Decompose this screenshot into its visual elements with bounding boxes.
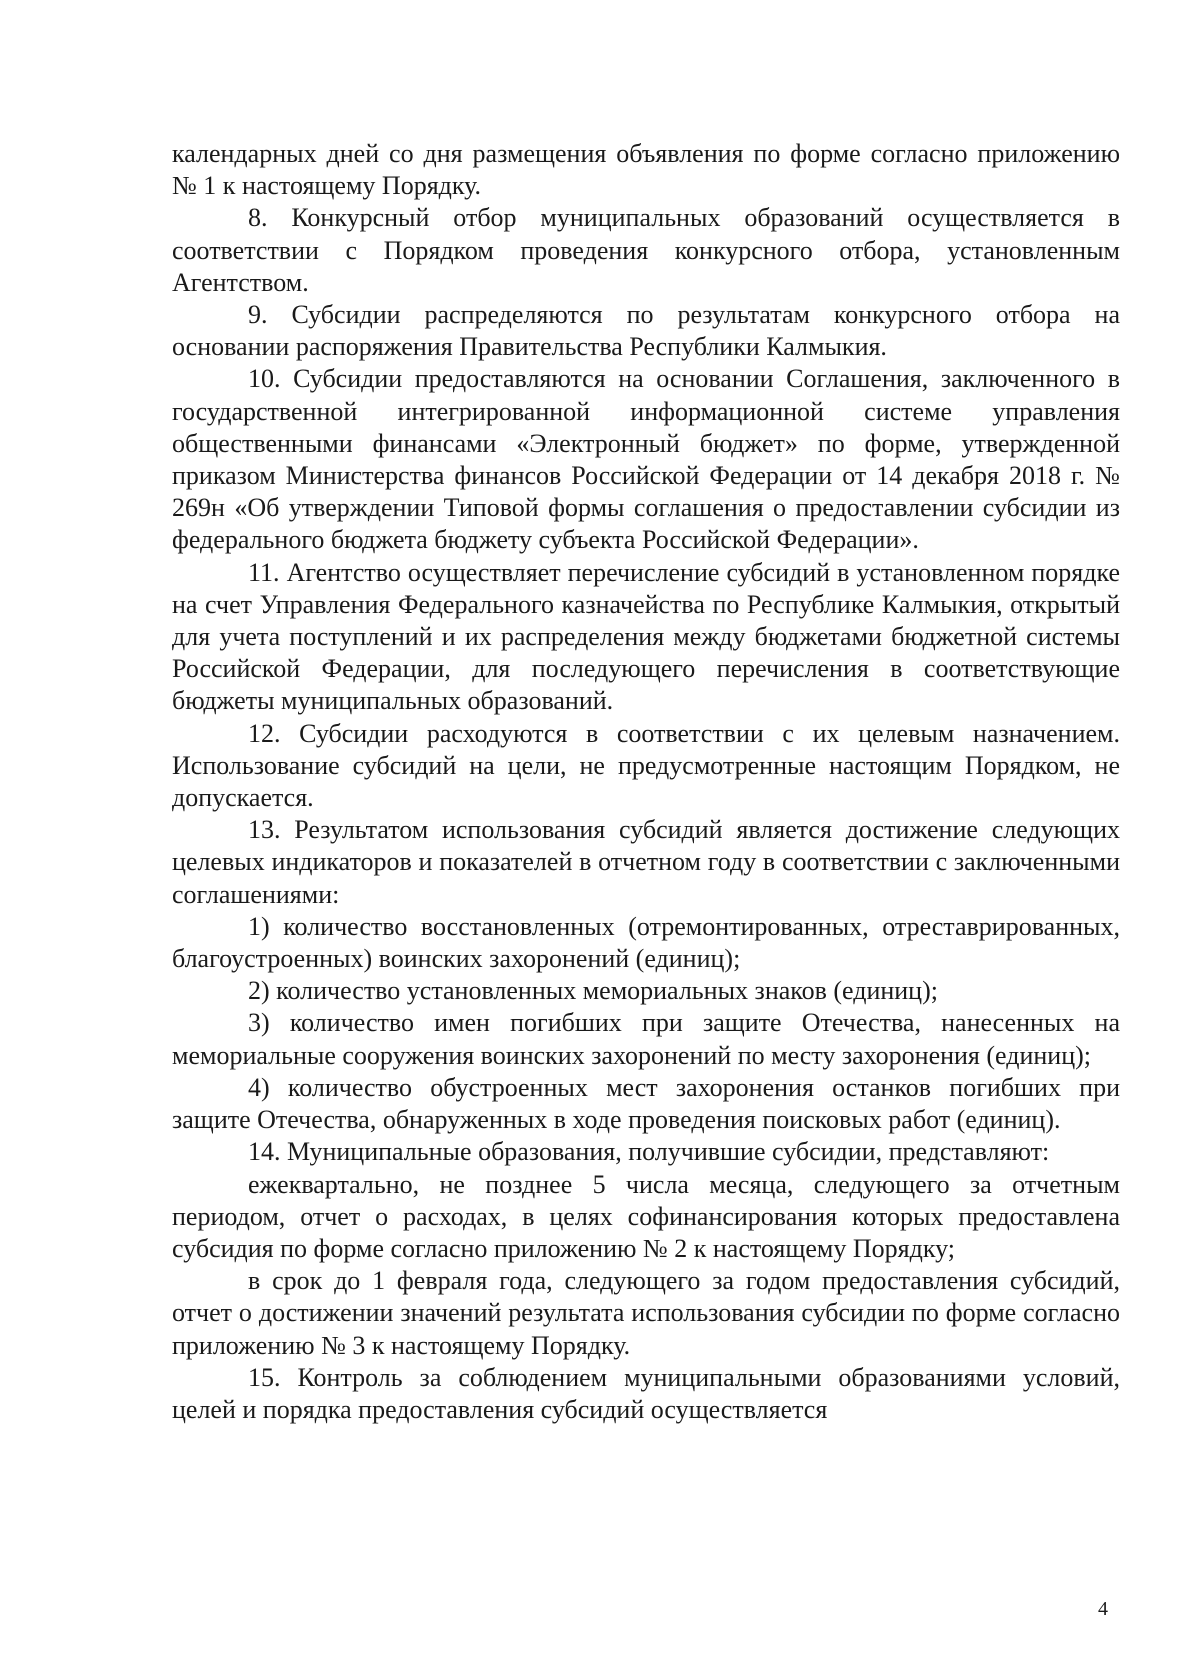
page-number: 4 xyxy=(1098,1598,1108,1620)
document-body xyxy=(172,138,1120,1426)
list-item-3: 3) количество имен погибших при защите Отечества, нанесенных на мемориальные сооружения воинских захоронений по месту захоронения (единиц); xyxy=(172,1008,1120,1070)
paragraph-14-annual: в срок до 1 февраля года, следующего за годом предоставления субсидий, отчет о достижении значений результата использования субсидии по форме согласно приложению № 3 к настоящему Порядку. xyxy=(172,1266,1120,1360)
paragraph-14: 14. Муниципальные образования, получившие субсидии, представляют: xyxy=(248,1137,1050,1167)
paragraph-10: 10. Субсидии предоставляются на основании Соглашения, заключенного в государственной интегрированной информационной системе управления общественными финансами «Электронный бюджет» по форме, утвержденной приказом Министерства финансов Российской Федерации от 14 декабря 2018 г. № 269н «Об утверждении Типовой формы соглашения о предоставлении субсидии из федерального бюджета бюджету субъекта Российской Федерации». xyxy=(172,364,1120,555)
paragraph-12: 12. Субсидии расходуются в соответствии с их целевым назначением. Использование субсидий на цели, не предусмотренные настоящим Порядком, не допускается. xyxy=(172,718,1120,813)
list-item-2: 2) количество установленных мемориальных знаков (единиц); xyxy=(248,976,938,1006)
paragraph-9: 9. Субсидии распределяются по результатам конкурсного отбора на основании распоряжения Правительства Республики Калмыкия. xyxy=(172,300,1120,362)
paragraph-continuation: календарных дней со дня размещения объявления по форме согласно приложению № 1 к настоящему Порядку. xyxy=(172,139,1120,201)
paragraph-15: 15. Контроль за соблюдением муниципальными образованиями условий, целей и порядка предоставления субсидий осуществляется xyxy=(172,1362,1120,1424)
paragraph-11: 11. Агентство осуществляет перечисление субсидий в установленном порядке на счет Управления Федерального казначейства по Республике Калмыкия, открытый для учета поступлений и их распределения между бюджетами бюджетной системы Российской Федерации, для последующего перечисления в соответствующие бюджеты муниципальных образований. xyxy=(172,557,1120,716)
list-item-1: 1) количество восстановленных (отремонтированных, отреставрированных, благоустроенных) воинских захоронений (единиц); xyxy=(172,911,1120,974)
paragraph-8: 8. Конкурсный отбор муниципальных образований осуществляется в соответствии с Порядком проведения конкурсного отбора, установленным Агентством. xyxy=(172,203,1120,297)
paragraph-14-quarterly: ежеквартально, не позднее 5 числа месяца, следующего за отчетным периодом, отчет о расходах, в целях софинансирования которых предоставлена субсидия по форме согласно приложению № 2 к настоящему Порядку; xyxy=(172,1169,1120,1263)
list-item-4: 4) количество обустроенных мест захоронения останков погибших при защите Отечества, обнаруженных в ходе проведения поисковых работ (единиц). xyxy=(172,1072,1120,1135)
paragraph-13: 13. Результатом использования субсидий является достижение следующих целевых индикаторов и показателей в отчетном году в соответствии с заключенными соглашениями: xyxy=(172,815,1120,909)
